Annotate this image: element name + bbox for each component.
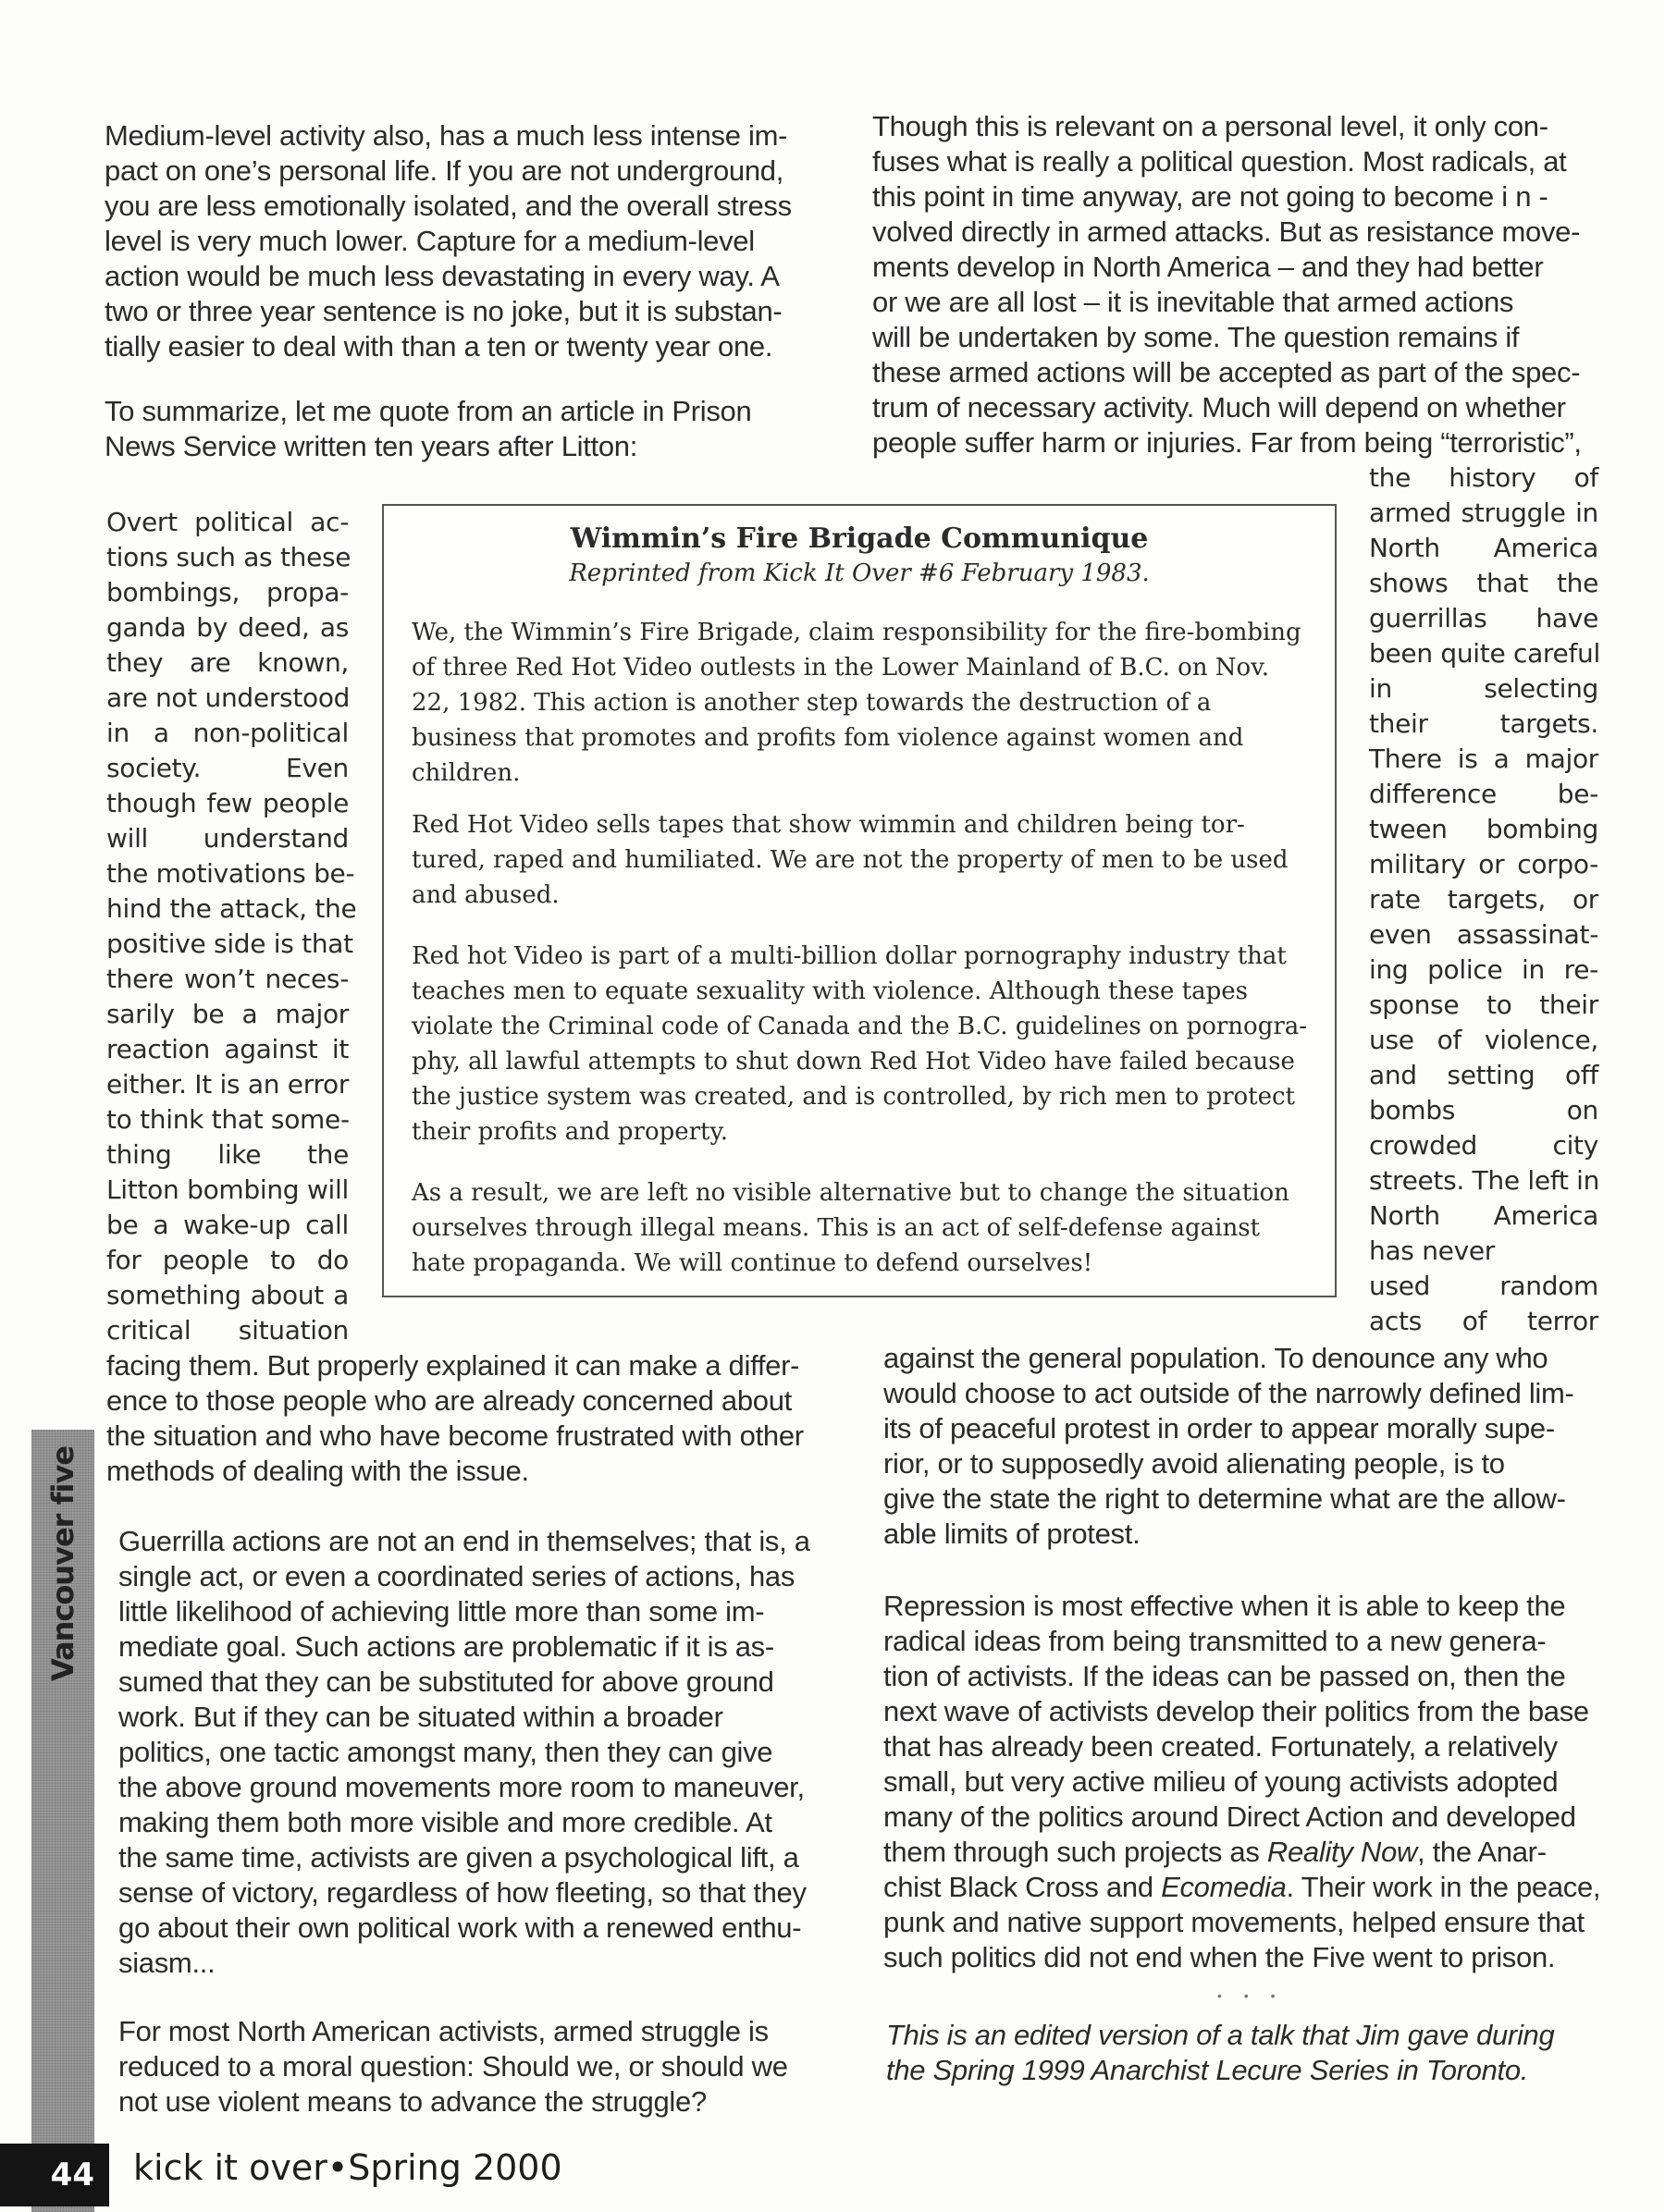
text-line: this point in time anyway, are not going to become i n - xyxy=(872,180,1548,213)
text-line: Repression is most effective when it is able to keep the xyxy=(883,1590,1566,1622)
text-line: acts of terror xyxy=(1369,1306,1598,1336)
text-line: This is an edited version of a talk that Jim gave during xyxy=(886,2019,1555,2051)
box-line: violate the Criminal code of Canada and the B.C. guidelines on pornogra- xyxy=(412,1013,1308,1040)
text-line: are not understood xyxy=(106,682,351,713)
text-line: give the state the right to determine what are the allow- xyxy=(883,1482,1566,1515)
text-line: though few people xyxy=(106,788,349,818)
section-label-text: Vancouver five xyxy=(45,1445,80,1682)
text-line: against the general population. To denounce any who xyxy=(883,1342,1548,1374)
text-line: be a wake-up call xyxy=(106,1210,349,1240)
publication-footer: kick it over•Spring 2000 xyxy=(133,2147,562,2188)
text-line: Guerrilla actions are not an end in themselves; that is, a xyxy=(118,1525,810,1557)
text-line: work. But if they can be situated within a broader xyxy=(118,1701,723,1733)
text-line: the motivations be- xyxy=(106,858,355,889)
text-line: will understand xyxy=(106,823,349,854)
box-line: As a result, we are left no visible alternative but to change the situation xyxy=(412,1179,1289,1207)
text-line: bombings, propa- xyxy=(106,577,349,608)
text-line xyxy=(883,1835,1547,1870)
text-line: has never xyxy=(1369,1235,1495,1266)
text-line: use of violence, xyxy=(1369,1025,1598,1055)
text-line: military or corpo- xyxy=(1369,849,1598,879)
box-line: business that promotes and profits fom violence against women and xyxy=(412,724,1244,752)
box-line: hate propaganda. We will continue to defend ourselves! xyxy=(412,1249,1093,1277)
text-line: many of the politics around Direct Action and developed xyxy=(883,1800,1576,1833)
text-line: mediate goal. Such actions are problematic if it is as- xyxy=(118,1630,774,1663)
text-line: go about their own political work with a renewed enthu- xyxy=(118,1911,802,1944)
text-line: small, but very active milieu of young activists adopted xyxy=(883,1765,1559,1798)
text-line: trum of necessary activity. Much will depend on whether xyxy=(872,391,1566,424)
text-line: crowded city xyxy=(1369,1130,1598,1161)
text-line: critical situation xyxy=(106,1315,349,1346)
text-line: radical ideas from being transmitted to a new genera- xyxy=(883,1625,1547,1657)
box-line: phy, all lawful attempts to shut down Red Hot Video have failed because xyxy=(412,1048,1295,1075)
text-line: people suffer harm or injuries. Far from being “terroristic”, xyxy=(872,426,1582,459)
text-line: fuses what is really a political question. Most radicals, at xyxy=(872,145,1567,178)
text-line: tions such as these xyxy=(106,542,352,572)
text-line: tween bombing xyxy=(1369,814,1598,844)
text-line: in a non-political xyxy=(106,718,349,748)
text-line: two or three year sentence is no joke, but it is substan- xyxy=(105,295,783,327)
text-line: to think that some- xyxy=(106,1104,350,1135)
text-line: There is a major xyxy=(1369,743,1598,774)
text-line: hind the attack, the xyxy=(106,893,357,924)
text-line: North America xyxy=(1369,533,1598,563)
text-line: reduced to a moral question: Should we, or should we xyxy=(118,2050,788,2083)
text-line: the Spring 1999 Anarchist Lecure Series in Toronto. xyxy=(886,2054,1529,2086)
text-line: these armed actions will be accepted as part of the spec- xyxy=(872,356,1581,388)
text-line: its of peaceful protest in order to appear morally supe- xyxy=(883,1412,1555,1444)
text-line: little likelihood of achieving little more than some im- xyxy=(118,1595,765,1628)
text-line: next wave of activists develop their politics from the base xyxy=(883,1695,1589,1727)
text-line: ments develop in North America – and they had better xyxy=(872,251,1544,283)
text-line: pact on one’s personal life. If you are not underground, xyxy=(105,154,784,187)
text-line: North America xyxy=(1369,1200,1598,1231)
text-line: positive side is that xyxy=(106,928,353,959)
box-line: of three Red Hot Video outlests in the Lower Mainland of B.C. on Nov. xyxy=(412,654,1270,682)
text-line: difference be- xyxy=(1369,779,1598,809)
text-line: tion of activists. If the ideas can be passed on, then the xyxy=(883,1660,1566,1692)
box-line: Red hot Video is part of a multi-billion dollar pornography industry that xyxy=(412,942,1287,970)
text-line: guerrillas have xyxy=(1369,603,1598,633)
text-line: volved directly in armed attacks. But as resistance move- xyxy=(872,215,1581,248)
text-line: been quite careful xyxy=(1369,638,1600,669)
box-subtitle: Reprinted from Kick It Over #6 February 1983. xyxy=(569,559,1150,587)
text-line: society. Even xyxy=(106,753,349,783)
text-line: single act, or even a coordinated series of actions, has xyxy=(118,1560,796,1592)
text-line: such politics did not end when the Five went to prison. xyxy=(883,1941,1556,1973)
text-line: either. It is an error xyxy=(106,1069,350,1100)
text-line: Medium-level activity also, has a much less intense im- xyxy=(105,119,788,152)
box-line: teaches men to equate sexuality with violence. Although these tapes xyxy=(412,977,1248,1005)
box-line: the justice system was created, and is controlled, by rich men to protect xyxy=(412,1083,1296,1111)
text-line: reaction against it xyxy=(106,1034,349,1064)
text-line: something about a xyxy=(106,1280,349,1310)
text-line: armed struggle in xyxy=(1369,498,1598,528)
text-line: sumed that they can be substituted for above ground xyxy=(118,1665,774,1698)
box-line: We, the Wimmin’s Fire Brigade, claim responsibility for the fire-bombing xyxy=(412,619,1301,646)
text-line: methods of dealing with the issue. xyxy=(106,1455,529,1487)
text-line: punk and native support movements, helped ensure that xyxy=(883,1906,1585,1938)
page-number: 44 xyxy=(0,2144,109,2206)
text-line: level is very much lower. Capture for a medium-level xyxy=(105,225,755,257)
text-line: Overt political ac- xyxy=(106,507,349,537)
text-line: the above ground movements more room to maneuver, xyxy=(118,1771,805,1803)
text-line: in selecting xyxy=(1369,673,1598,704)
box-line: ourselves through illegal means. This is an act of self-defense against xyxy=(412,1214,1261,1242)
publication-title: Reality Now xyxy=(1266,1836,1417,1868)
text-line: rate targets, or xyxy=(1369,884,1598,915)
text-line: For most North American activists, armed struggle is xyxy=(118,2015,769,2047)
text-line: able limits of protest. xyxy=(883,1518,1141,1550)
text-line: for people to do xyxy=(106,1245,349,1275)
box-title: Wimmin’s Fire Brigade Communique xyxy=(570,522,1149,555)
text-line: you are less emotionally isolated, and the overall stress xyxy=(105,190,792,222)
text-line: Though this is relevant on a personal level, it only con- xyxy=(872,110,1548,142)
text-line: the same time, activists are given a psychological lift, a xyxy=(118,1841,799,1874)
text-line: sponse to their xyxy=(1369,989,1598,1020)
text-line: not use violent means to advance the struggle? xyxy=(118,2085,707,2118)
text-line: would choose to act outside of the narrowly defined lim- xyxy=(883,1377,1574,1409)
text-line: politics, one tactic amongst many, then they can give xyxy=(118,1736,773,1768)
text-run: . Their work in the peace, xyxy=(1286,1871,1601,1903)
text-line: streets. The left in xyxy=(1369,1165,1600,1196)
text-line: ence to those people who are already concerned about xyxy=(106,1384,792,1417)
text-line: News Service written ten years after Litton: xyxy=(105,430,638,462)
text-line: siasm... xyxy=(118,1947,216,1979)
text-run: , the Anar- xyxy=(1416,1836,1547,1868)
box-line: Red Hot Video sells tapes that show wimmin and children being tor- xyxy=(412,811,1245,839)
box-line: children. xyxy=(412,759,521,787)
section-separator: • • • xyxy=(1217,1988,1285,2003)
text-line: shows that the xyxy=(1369,568,1598,598)
box-line: tured, raped and humiliated. We are not the property of men to be used xyxy=(412,846,1289,874)
section-label xyxy=(35,1445,91,1682)
text-line: there won’t neces- xyxy=(106,964,349,994)
box-line: and abused. xyxy=(412,881,560,909)
text-line: sarily be a major xyxy=(106,999,349,1029)
text-line: the situation and who have become frustrated with other xyxy=(106,1419,804,1452)
text-line: rior, or to supposedly avoid alienating people, is to xyxy=(883,1447,1505,1480)
text-line: facing them. But properly explained it can make a differ- xyxy=(106,1349,800,1382)
text-line: bombs on xyxy=(1369,1095,1598,1125)
communique-box xyxy=(382,504,1337,1297)
text-line: ing police in re- xyxy=(1369,954,1598,985)
text-line: thing like the xyxy=(106,1139,349,1170)
text-run: chist Black Cross and xyxy=(883,1871,1162,1903)
text-line: making them both more visible and more credible. At xyxy=(118,1806,772,1838)
box-line: 22, 1982. This action is another step towards the destruction of a xyxy=(412,689,1212,717)
text-line: used random xyxy=(1369,1271,1598,1301)
text-line: sense of victory, regardless of how fleeting, so that they xyxy=(118,1876,807,1909)
text-line: that has already been created. Fortunately, a relatively xyxy=(883,1730,1558,1763)
text-line: the history of xyxy=(1369,462,1598,493)
text-line xyxy=(883,1870,1600,1905)
text-line: even assassinat- xyxy=(1369,919,1598,950)
text-line: their targets. xyxy=(1369,708,1598,739)
text-line: or we are all lost – it is inevitable that armed actions xyxy=(872,286,1514,318)
text-run: them through such projects as xyxy=(883,1836,1267,1868)
text-line: and setting off xyxy=(1369,1060,1598,1090)
text-line: Litton bombing will xyxy=(106,1174,349,1205)
text-line: To summarize, let me quote from an article in Prison xyxy=(105,395,752,427)
publication-title: Ecomedia xyxy=(1161,1871,1287,1903)
text-line: ganda by deed, as xyxy=(106,612,349,643)
text-line: tially easier to deal with than a ten or twenty year one. xyxy=(105,330,773,363)
text-line: will be undertaken by some. The question remains if xyxy=(872,321,1520,353)
text-line: they are known, xyxy=(106,647,349,678)
text-line: action would be much less devastating in every way. A xyxy=(105,260,780,292)
box-line: their profits and property. xyxy=(412,1118,728,1146)
